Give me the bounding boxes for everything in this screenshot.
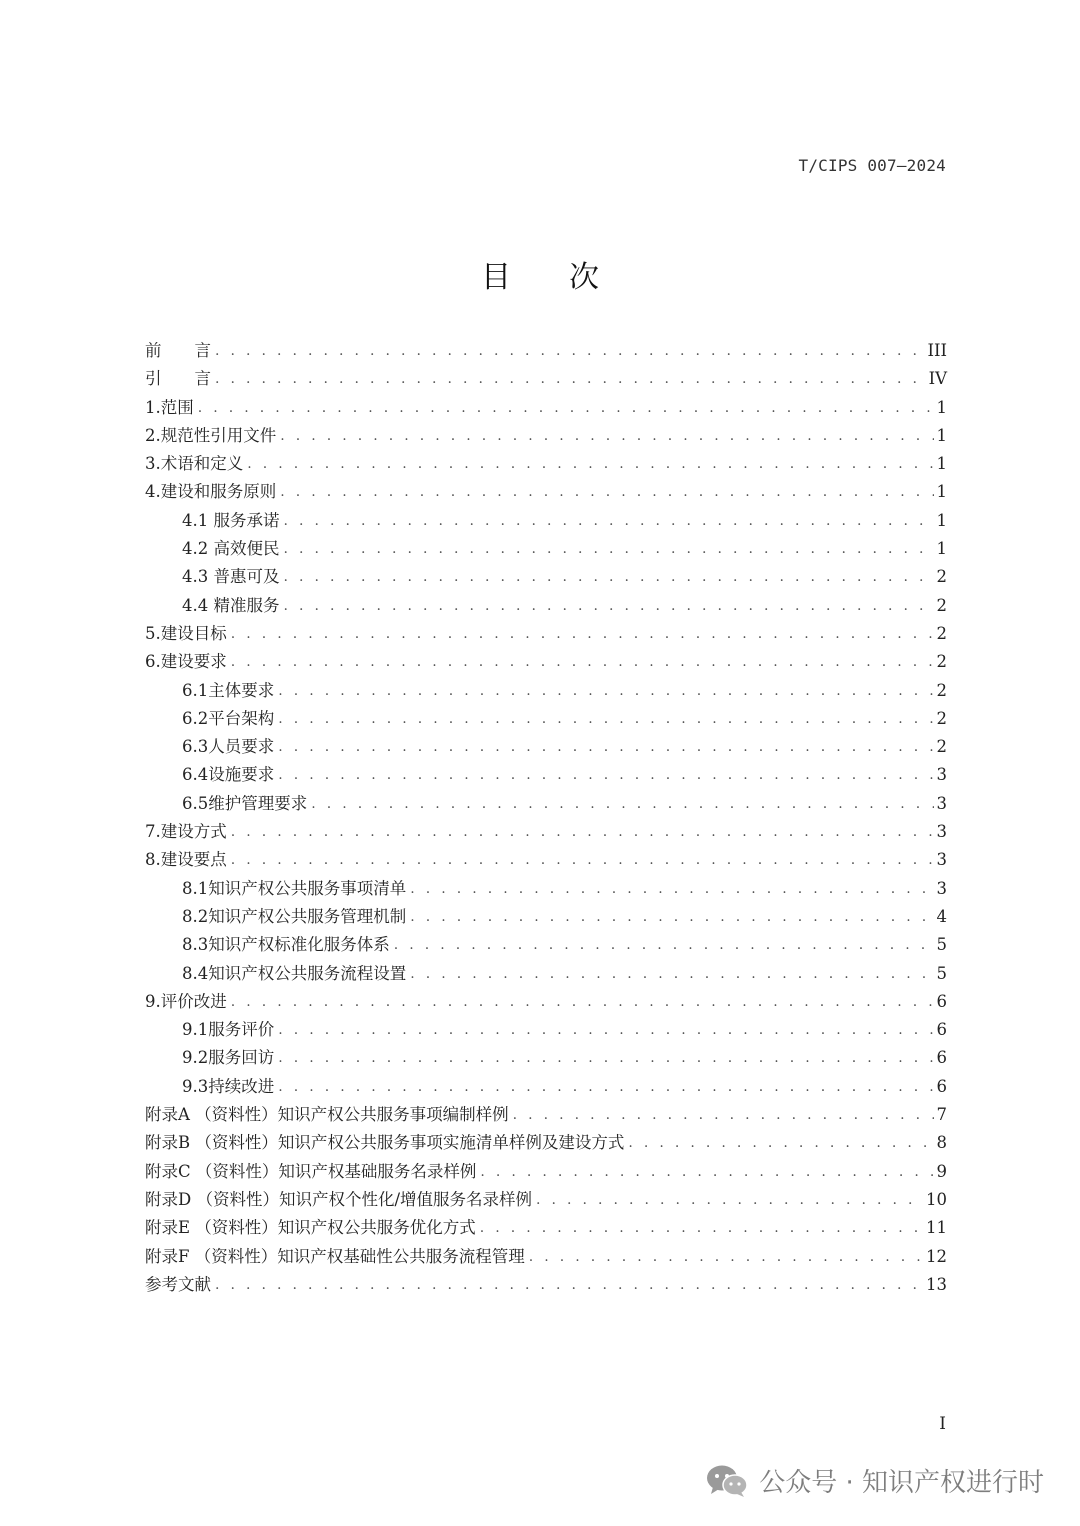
toc-dot-leader (198, 394, 934, 422)
toc-entry-page: 5 (936, 935, 947, 955)
toc-entry-page: 1 (936, 510, 947, 530)
toc-entry-page: 1 (936, 539, 947, 559)
toc-entry-page: 12 (926, 1246, 947, 1266)
watermark-text: 公众号 · 知识产权进行时 (759, 1468, 1044, 1498)
toc-entry-page: 2 (936, 652, 947, 672)
toc-entry-page: 2 (936, 623, 947, 643)
toc-entry (145, 988, 947, 1016)
toc-entry-label: 1.范围 (145, 397, 194, 417)
toc-entry-label: 引 言 (145, 369, 211, 389)
toc-entry-page: 7 (936, 1105, 947, 1125)
toc-entry-page: 8 (936, 1133, 947, 1153)
toc-entry (145, 1016, 947, 1044)
toc-entry-label: 8.2知识产权公共服务管理机制 (182, 906, 407, 926)
toc-entry-page: 2 (936, 567, 947, 587)
page-title: 目次 (481, 260, 657, 296)
toc-entry-label: 6.2平台架构 (182, 708, 275, 728)
toc-dot-leader (278, 1073, 933, 1101)
toc-dot-leader (410, 875, 933, 903)
toc-entry-label: 8.建设要点 (145, 850, 227, 870)
toc-entry (145, 960, 947, 988)
toc-entry (145, 846, 947, 874)
toc-entry-page: 4 (936, 906, 947, 926)
toc-dot-leader (311, 790, 933, 818)
toc-entry (145, 903, 947, 931)
toc-entry-page: 3 (936, 793, 947, 813)
toc-entry-page: 2 (936, 708, 947, 728)
toc-entry (145, 1101, 947, 1129)
table-of-contents (145, 337, 947, 1299)
toc-entry (145, 1158, 947, 1186)
toc-entry-label: 4.4 精准服务 (182, 595, 280, 615)
toc-entry-label: 6.1主体要求 (182, 680, 275, 700)
toc-entry (145, 818, 947, 846)
toc-dot-leader (215, 365, 926, 393)
toc-entry-page: 3 (936, 878, 947, 898)
toc-entry (145, 1186, 947, 1214)
toc-dot-leader (410, 903, 933, 931)
toc-dot-leader (278, 705, 933, 733)
toc-entry-label: 附录F （资料性）知识产权基础性公共服务流程管理 (145, 1246, 525, 1266)
toc-dot-leader (284, 563, 934, 591)
toc-entry-label: 7.建设方式 (145, 822, 227, 842)
toc-dot-leader (529, 1243, 923, 1271)
toc-entry (145, 733, 947, 761)
toc-entry-label: 6.3人员要求 (182, 737, 275, 757)
toc-entry-page: 1 (936, 482, 947, 502)
toc-dot-leader (280, 422, 933, 450)
toc-entry-page: 1 (936, 454, 947, 474)
toc-entry-label: 4.2 高效便民 (182, 539, 280, 559)
toc-dot-leader (215, 337, 924, 365)
toc-entry-label: 4.建设和服务原则 (145, 482, 277, 502)
toc-dot-leader (410, 960, 933, 988)
toc-entry-page: 10 (926, 1189, 947, 1209)
toc-entry-label: 9.3持续改进 (182, 1076, 275, 1096)
toc-entry-label: 5.建设目标 (145, 623, 227, 643)
toc-entry-label: 附录E （资料性）知识产权公共服务优化方式 (145, 1218, 476, 1238)
toc-entry-page: 1 (936, 425, 947, 445)
toc-entry (145, 875, 947, 903)
toc-entry (145, 790, 947, 818)
toc-dot-leader (278, 733, 933, 761)
toc-dot-leader (394, 931, 934, 959)
toc-entry-label: 2.规范性引用文件 (145, 425, 277, 445)
toc-dot-leader (480, 1158, 933, 1186)
toc-entry-page: 6 (936, 1048, 947, 1068)
toc-entry (145, 535, 947, 563)
toc-entry-page: 13 (926, 1274, 947, 1294)
toc-entry-page: 11 (926, 1218, 947, 1238)
toc-entry (145, 1214, 947, 1242)
toc-entry-label: 6.4设施要求 (182, 765, 275, 785)
toc-entry-page: 5 (936, 963, 947, 983)
toc-dot-leader (231, 818, 934, 846)
toc-entry (145, 563, 947, 591)
toc-entry-label: 3.术语和定义 (145, 454, 244, 474)
toc-dot-leader (513, 1101, 934, 1129)
toc-entry-label: 9.2服务回访 (182, 1048, 275, 1068)
toc-dot-leader (247, 450, 933, 478)
toc-entry (145, 337, 947, 365)
toc-entry-label: 4.1 服务承诺 (182, 510, 280, 530)
toc-entry-page: 2 (936, 680, 947, 700)
toc-dot-leader (231, 620, 934, 648)
toc-entry-label: 附录A （资料性）知识产权公共服务事项编制样例 (145, 1105, 509, 1125)
toc-entry (145, 507, 947, 535)
toc-entry-page: 1 (936, 397, 947, 417)
page-number: I (939, 1414, 946, 1434)
toc-dot-leader (215, 1271, 923, 1299)
watermark (705, 1462, 1044, 1499)
toc-entry (145, 478, 947, 506)
toc-entry (145, 592, 947, 620)
toc-entry (145, 365, 947, 393)
toc-entry-page: 6 (936, 991, 947, 1011)
toc-entry (145, 1129, 947, 1157)
toc-entry-label: 8.1知识产权公共服务事项清单 (182, 878, 407, 898)
toc-entry (145, 422, 947, 450)
toc-entry-label: 前 言 (145, 341, 211, 360)
toc-entry (145, 450, 947, 478)
toc-entry-page: 2 (936, 737, 947, 757)
toc-entry (145, 394, 947, 422)
toc-entry-label: 参考文献 (145, 1274, 211, 1294)
toc-entry (145, 1073, 947, 1101)
toc-entry-page: 6 (936, 1020, 947, 1040)
toc-dot-leader (278, 677, 933, 705)
toc-entry-label: 附录D （资料性）知识产权个性化/增值服务名录样例 (145, 1189, 533, 1209)
toc-entry-label: 附录C （资料性）知识产权基础服务名录样例 (145, 1161, 477, 1181)
toc-entry-label: 8.4知识产权公共服务流程设置 (182, 963, 407, 983)
toc-dot-leader (536, 1186, 923, 1214)
toc-entry-page: III (927, 341, 947, 360)
toc-entry-page: 3 (936, 822, 947, 842)
toc-entry-page: 3 (936, 850, 947, 870)
toc-entry (145, 648, 947, 676)
toc-entry (145, 677, 947, 705)
toc-dot-leader (278, 1044, 933, 1072)
toc-entry-page: IV (928, 369, 947, 389)
toc-entry-label: 8.3知识产权标准化服务体系 (182, 935, 390, 955)
toc-entry-page: 3 (936, 765, 947, 785)
wechat-icon (705, 1463, 749, 1499)
toc-dot-leader (284, 535, 934, 563)
toc-entry (145, 1044, 947, 1072)
toc-dot-leader (231, 988, 934, 1016)
toc-dot-leader (231, 648, 934, 676)
toc-entry-label: 附录B （资料性）知识产权公共服务事项实施清单样例及建设方式 (145, 1133, 625, 1153)
toc-dot-leader (278, 761, 933, 789)
toc-entry-page: 2 (936, 595, 947, 615)
toc-entry (145, 761, 947, 789)
toc-entry-label: 4.3 普惠可及 (182, 567, 280, 587)
toc-entry (145, 620, 947, 648)
toc-dot-leader (280, 478, 933, 506)
toc-dot-leader (278, 1016, 933, 1044)
toc-entry (145, 705, 947, 733)
document-code: T/CIPS 007—2024 (798, 156, 946, 175)
toc-entry (145, 1243, 947, 1271)
toc-dot-leader (628, 1129, 933, 1157)
toc-entry-label: 6.建设要求 (145, 652, 227, 672)
toc-entry (145, 1271, 947, 1299)
toc-entry-page: 9 (936, 1161, 947, 1181)
toc-dot-leader (231, 846, 934, 874)
toc-dot-leader (480, 1214, 923, 1242)
toc-entry-label: 6.5维护管理要求 (182, 793, 308, 813)
toc-entry (145, 931, 947, 959)
toc-entry-label: 9.评价改进 (145, 991, 227, 1011)
toc-entry-label: 9.1服务评价 (182, 1020, 275, 1040)
toc-dot-leader (284, 592, 934, 620)
toc-entry-page: 6 (936, 1076, 947, 1096)
toc-dot-leader (284, 507, 934, 535)
